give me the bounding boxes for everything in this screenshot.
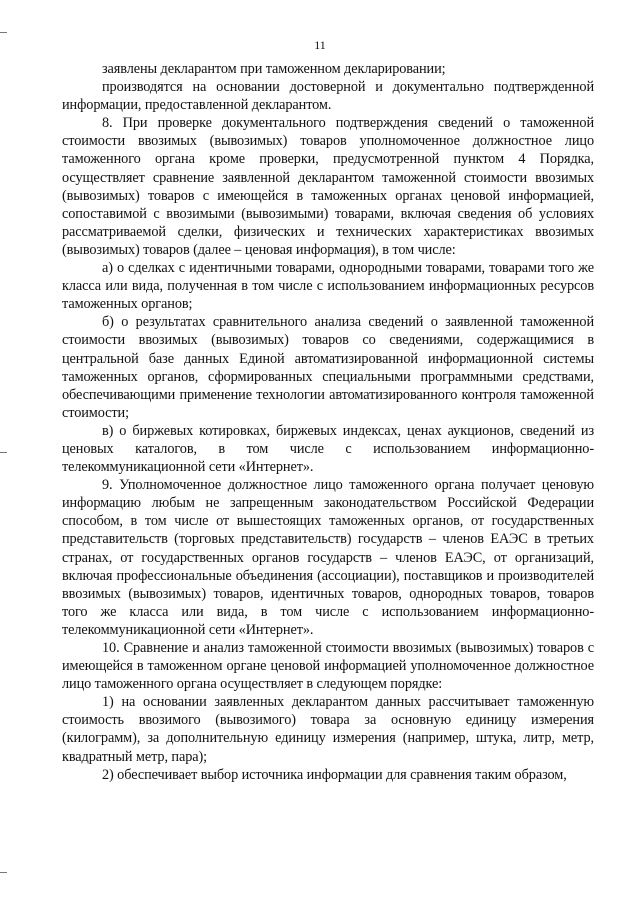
paragraph-item: производятся на основании достоверной и документально подтвержденной информации, предоставленной декларантом. <box>62 79 594 114</box>
paragraph-step-2: 2) обеспечивает выбор источника информации для сравнения таким образом, <box>102 766 567 783</box>
paragraph-subitem-b: б) о результатах сравнительного анализа сведений о заявленной таможенной стоимости ввозимых (вывозимых) товаров со сведениями, содержащимися в центральной базе данных Единой автоматизированной информационной системы таможенных органов, сформированных специальными программными средствами, обеспечивающими применение технологии автоматизированного контроля таможенной стоимости; <box>62 314 594 421</box>
page-number: 11 <box>314 38 326 52</box>
scan-edge-mark <box>0 872 7 873</box>
paragraph-step-1: 1) на основании заявленных декларантом данных рассчитывает таможенную стоимость ввозимого (вывозимого) товара за основную единицу измерения (килограмм), за дополнительную единицу измерения (например, штука, литр, метр, квадратный метр, пара); <box>62 694 594 765</box>
scan-edge-mark <box>0 32 7 33</box>
paragraph-subitem-a: а) о сделках с идентичными товарами, однородными товарами, товарами того же класса или вида, полученная в том числе с использованием информационных ресурсов таможенных органов; <box>62 260 594 313</box>
paragraph-clause-8: 8. При проверке документального подтверждения сведений о таможенной стоимости ввозимых (вывозимых) товаров уполномоченное должностное лицо таможенного органа кроме проверки, предусмотренной пунктом 4 Порядка, осуществляет сравнение заявленной декларантом таможенной стоимости ввозимых (вывозимых) товаров с имеющейся в таможенных органах ценовой информацией, сопоставимой с ввозимыми (вывозимыми) товарами, включая сведения об условиях рассматриваемой сделки, физических и технических характеристиках ввозимых (вывозимых) товаров (далее – ценовая информация), в том числе: <box>62 115 594 258</box>
paragraph-clause-9: 9. Уполномоченное должностное лицо таможенного органа получает ценовую информацию любым не запрещенным законодательством Российской Федерации способом, в том числе от вышестоящих таможенных органов, от государственных представительств (торговых представительств) государств – членов ЕАЭС в третьих странах, от государственных органов государств – членов ЕАЭС, от организаций, включая профессиональные объединения (ассоциации), поставщиков и производителей ввозимых (вывозимых) товаров, идентичных товаров, однородных товаров, товаров того же класса или вида, в том числе с использованием информационно-телекоммуникационной сети «Интернет». <box>62 477 594 638</box>
paragraph-continuation: заявлены декларантом при таможенном декларировании; <box>102 61 446 77</box>
document-body <box>62 60 594 784</box>
paragraph-clause-10: 10. Сравнение и анализ таможенной стоимости ввозимых (вывозимых) товаров с имеющейся в таможенном органе ценовой информацией уполномоченное должностное лицо таможенного органа осуществляет в следующем порядке: <box>62 640 594 693</box>
scan-edge-mark <box>0 452 7 453</box>
paragraph-subitem-v: в) о биржевых котировках, биржевых индексах, ценах аукционов, сведений из ценовых каталогов, в том числе с использованием информационно-телекоммуникационной сети «Интернет». <box>62 422 594 476</box>
